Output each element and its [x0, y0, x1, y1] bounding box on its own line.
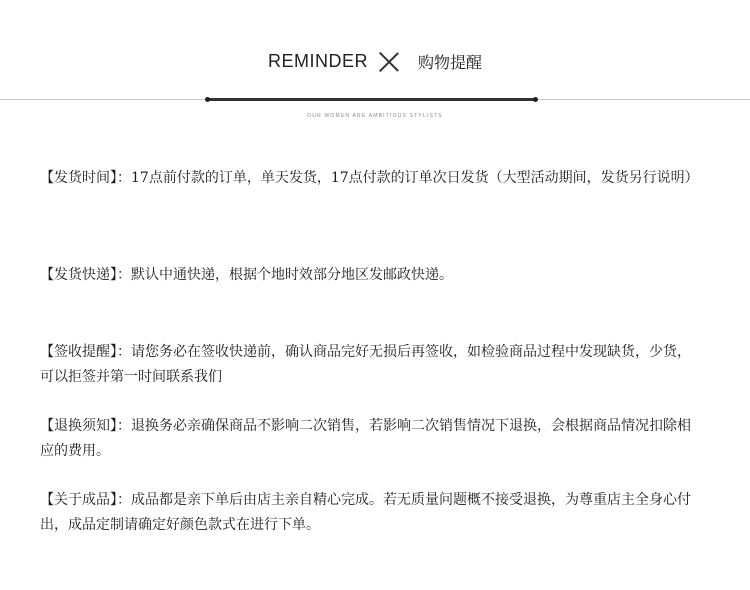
tagline: OUR WOMEN ARE AMBITIOUS STYLISTS [307, 113, 443, 119]
notice-text: 退换务必亲确保商品不影响二次销售，若影响二次销售情况下退换，会根据商品情况扣除相应的费用。 [40, 418, 691, 459]
notice-label: 【关于成品】： [40, 492, 131, 508]
divider-dot-left [205, 97, 210, 102]
title-row [0, 50, 750, 73]
notice-returns [40, 414, 700, 464]
notice-receipt [40, 340, 700, 390]
title-chinese: 购物提醒 [418, 53, 483, 72]
notice-label: 【发货时间】： [40, 170, 131, 186]
notice-courier [40, 263, 700, 288]
header [0, 0, 750, 130]
title-english: REMINDER [267, 51, 368, 71]
notice-text: 默认中通快递，根据个地时效部分地区发邮政快递。 [131, 267, 453, 283]
notice-text: 成品都是亲下单后由店主亲自精心完成。若无质量问题概不接受退换，为尊重店主全身心付出，成品定制请确定好颜色款式在进行下单。 [40, 492, 691, 533]
notice-text: 17点前付款的订单，单天发货，17点付款的订单次日发货（大型活动期间，发货另行说明） [131, 170, 699, 186]
notice-finished-products [40, 488, 700, 538]
notice-label: 【退换须知】： [40, 418, 131, 434]
divider-dot-right [533, 97, 538, 102]
divider-accent [208, 98, 536, 101]
notice-shipping-time [40, 166, 700, 191]
notice-label: 【发货快递】： [40, 267, 131, 283]
notice-label: 【签收提醒】： [40, 344, 131, 360]
notice-text: 请您务必在签收快递前，确认商品完好无损后再签收，如检验商品过程中发现缺货，少货，可以拒签并第一时间联系我们 [40, 344, 691, 385]
cross-icon [378, 51, 400, 73]
